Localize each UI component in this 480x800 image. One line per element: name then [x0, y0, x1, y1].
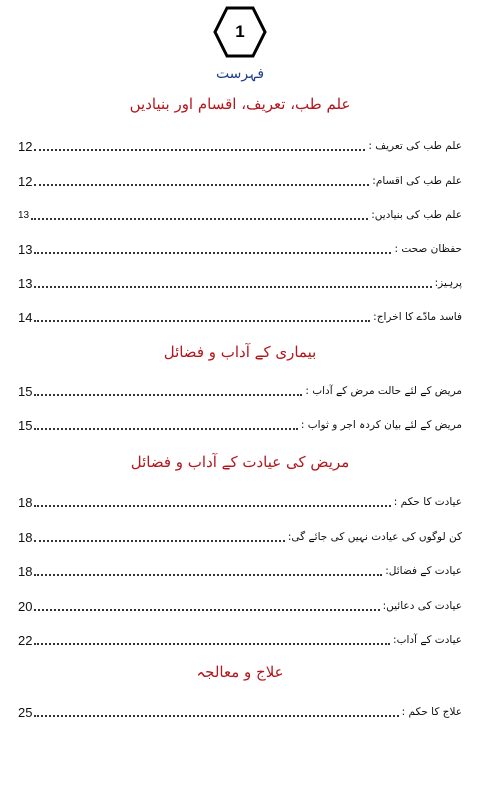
toc-entry[interactable] [18, 378, 462, 400]
toc-entry[interactable] [18, 627, 462, 649]
toc-entry[interactable] [18, 133, 462, 155]
toc-page-number: 18 [18, 530, 33, 545]
section-heading: مریض کی عیادت کے آداب و فضائل [130, 453, 350, 471]
leader-dots [34, 149, 365, 151]
toc-page-number: 25 [18, 705, 33, 720]
leader-dots [34, 428, 297, 430]
section-heading: بیماری کے آداب و فضائل [163, 343, 317, 361]
leader-dots [34, 643, 390, 645]
toc-page-number: 13 [18, 276, 33, 291]
leader-dots [34, 320, 370, 322]
toc-entry[interactable] [18, 699, 462, 721]
toc-page-number: 18 [18, 564, 33, 579]
toc-entry-label: عیادت کے فضائل: [385, 565, 462, 577]
toc-page-number: 18 [18, 495, 33, 510]
toc-entry[interactable] [18, 412, 462, 434]
toc-entry-label: عیادت کا حکم : [393, 496, 462, 508]
toc-page-number: 22 [18, 633, 33, 648]
toc-page-number: 13 [18, 242, 33, 257]
toc-entry[interactable] [18, 202, 462, 224]
toc-page-number: 13 [18, 210, 30, 221]
toc-page-number: 20 [18, 599, 33, 614]
toc-page-number: 15 [18, 418, 33, 433]
leader-dots [34, 286, 431, 288]
toc-entry-label: عیادت کے آداب: [393, 634, 462, 646]
toc-page-number: 15 [18, 384, 33, 399]
toc-entry-label: علم طب کی اقسام: [372, 175, 462, 187]
toc-entry-label: کن لوگوں کی عیادت نہیں کی جائے گی: [287, 531, 462, 543]
leader-dots [34, 574, 382, 576]
toc-page-number: 12 [18, 139, 33, 154]
leader-dots [34, 184, 369, 186]
toc-entry[interactable] [18, 304, 462, 326]
toc-page-number: 14 [18, 310, 33, 325]
toc-entry[interactable] [18, 168, 462, 190]
leader-dots [34, 505, 390, 507]
toc-entry[interactable] [18, 593, 462, 615]
toc-page-number: 12 [18, 174, 33, 189]
toc-entry-label: حفظان صحت : [394, 243, 462, 255]
leader-dots [31, 218, 368, 220]
toc-entry[interactable] [18, 489, 462, 511]
toc-entry-label: علم طب کی بنیادیں: [371, 209, 462, 221]
leader-dots [34, 609, 379, 611]
toc-entry-label: پرہیز: [434, 277, 462, 289]
toc-entry-label: علاج کا حکم : [401, 706, 462, 718]
leader-dots [34, 715, 398, 717]
toc-entry[interactable] [18, 558, 462, 580]
leader-dots [34, 394, 302, 396]
section-heading: علاج و معالجہ [196, 663, 284, 681]
toc-entry-label: عیادت کی دعائیں: [382, 600, 462, 612]
toc-entry[interactable] [18, 270, 462, 292]
page-number-badge [213, 6, 267, 58]
toc-entry-label: مریض کے لئے بیان کردہ اجر و ثواب : [300, 419, 462, 431]
section-heading: علم طب، تعریف، اقسام اور بنیادیں [129, 95, 351, 113]
toc-entry[interactable] [18, 236, 462, 258]
page-number: 1 [235, 22, 245, 41]
leader-dots [34, 540, 284, 542]
toc-entry-label: فاسد مادّے کا اخراج: [373, 311, 462, 323]
toc-entry-label: مریض کے لئے حالت مرض کے آداب : [305, 385, 462, 397]
toc-entry-label: علم طب کی تعریف : [368, 140, 462, 152]
page-title: فہرست [215, 66, 265, 82]
toc-entry[interactable] [18, 524, 462, 546]
leader-dots [34, 252, 391, 254]
